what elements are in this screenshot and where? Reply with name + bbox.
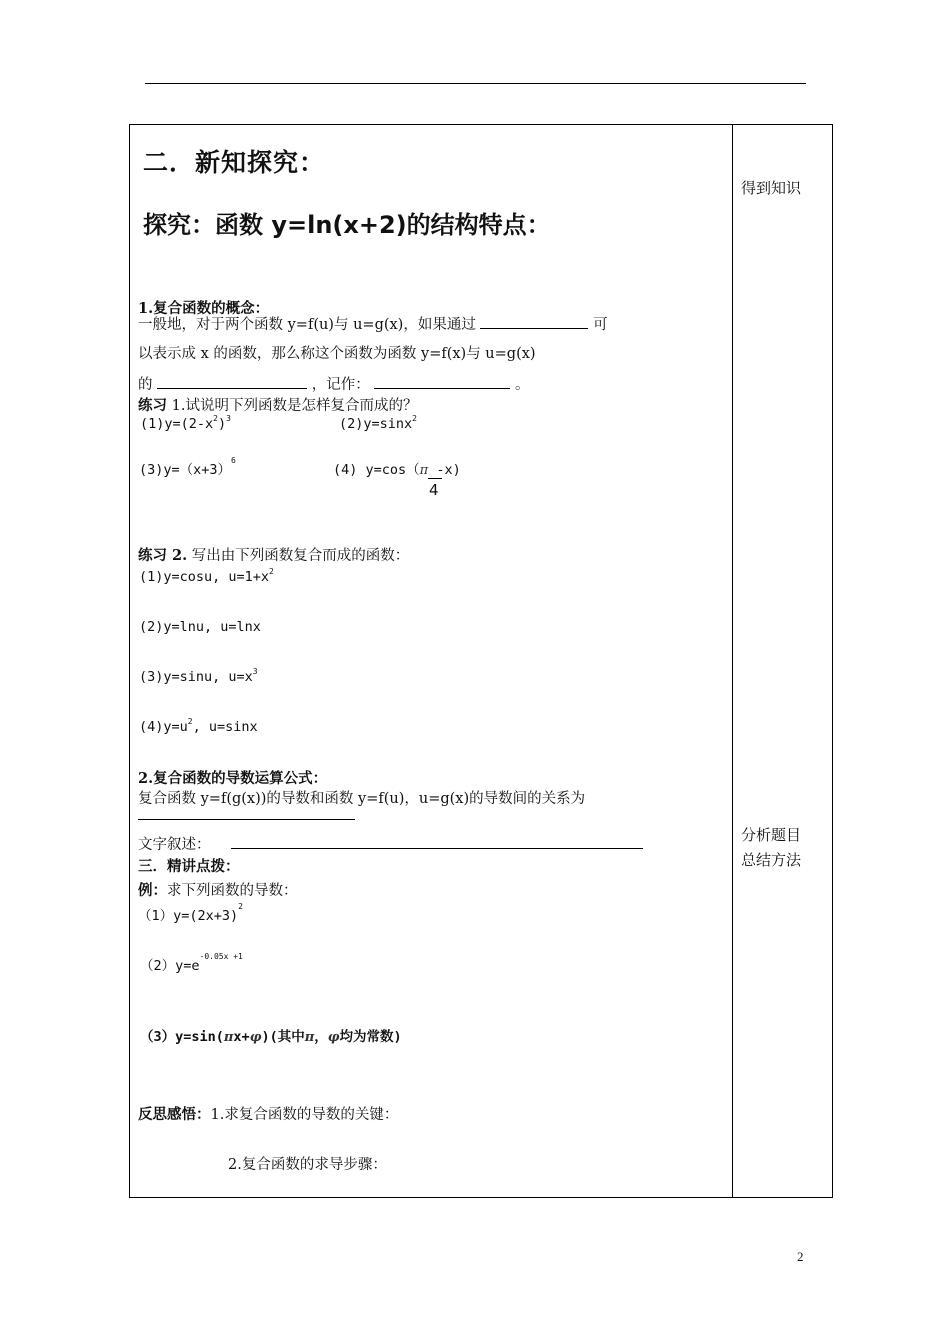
q2-exp: 2 — [412, 414, 417, 423]
section-3-title: 三．精讲点拨： — [138, 858, 240, 875]
example-label: 例： — [138, 882, 167, 899]
sidebar-note-method — [741, 823, 801, 873]
answer-blank[interactable] — [480, 316, 588, 329]
fraction-bar — [428, 478, 442, 479]
pi-symbol: π — [419, 463, 429, 478]
e3-text-5: 均为常数) — [339, 1029, 402, 1045]
example-prompt — [138, 879, 298, 900]
concept-line-3-end: 。 — [514, 377, 530, 393]
formula-title: 2.复合函数的导数运算公式： — [138, 770, 328, 787]
example-3 — [140, 1025, 402, 1045]
answer-blank[interactable] — [231, 848, 643, 849]
sidebar-note-knowledge: 得到知识 — [741, 179, 802, 197]
practice-2-prompt — [138, 544, 409, 565]
reflection-item-2: 2.复合函数的求导步骤： — [228, 1157, 387, 1173]
e1-exp: 2 — [238, 902, 243, 911]
p2-q4-exp: 2 — [187, 717, 193, 726]
concept-title: 1.复合函数的概念： — [138, 300, 270, 317]
practice-2-q1 — [139, 569, 274, 585]
reflection-label: 反思感悟： — [138, 1106, 211, 1123]
wording-label: 文字叙述： — [138, 837, 211, 853]
explore-heading — [143, 205, 551, 240]
q1-exp-2: 3 — [226, 414, 231, 423]
practice-1-q4 — [333, 458, 461, 478]
pi-symbol: π — [304, 1030, 315, 1045]
concept-line-1-end: 可 — [593, 317, 608, 333]
sidebar-note-line-1: 分析题目 — [741, 826, 802, 844]
e2-text: （2）y=e — [140, 958, 200, 974]
p2-q1-exp: 2 — [269, 567, 274, 576]
example-2 — [140, 954, 243, 974]
answer-blank[interactable] — [374, 376, 510, 389]
e3-text: （3）y=sin( — [140, 1029, 224, 1045]
q1-exp: 2 — [213, 414, 218, 423]
formula-line-1: 复合函数 y=f(g(x))的导数和函数 y=f(u)，u=g(x)的导数间的关系为 — [138, 791, 586, 807]
p2-q3-text: (3)y=sinu, u=x — [139, 669, 253, 685]
answer-blank[interactable] — [138, 819, 355, 820]
reflection-item-1 — [138, 1103, 398, 1124]
practice-1-q1 — [140, 416, 231, 432]
fraction-denominator: 4 — [429, 481, 439, 499]
q3-exp: 6 — [231, 456, 236, 465]
concept-line-1 — [138, 313, 608, 334]
practice-label: 练习 2. — [138, 547, 188, 564]
e3-text-3: )(其中 — [261, 1029, 305, 1045]
practice-1-q2 — [339, 416, 417, 432]
reflection-text-1: 1.求复合函数的导数的关键： — [210, 1107, 399, 1123]
column-divider — [732, 124, 733, 1198]
practice-1-prompt — [138, 394, 417, 415]
p2-q1-text: (1)y=cosu, u=1+x — [139, 569, 270, 585]
practice-2-q2: (2)y=lnu, u=lnx — [139, 619, 261, 635]
phi-symbol: φ — [327, 1030, 340, 1045]
practice-label: 练习 — [138, 397, 167, 414]
practice-2-text: 写出由下列函数复合而成的函数： — [191, 548, 410, 564]
pi-symbol: π — [223, 1030, 234, 1045]
concept-line-3 — [138, 373, 529, 394]
e2-exp: -0.05x +1 — [199, 952, 243, 961]
q1-close: ) — [217, 416, 227, 432]
q1-text: (1)y=(2-x — [140, 416, 214, 432]
concept-line-3-mid: ，记作： — [311, 377, 370, 393]
practice-1-text: 1.试说明下列函数是怎样复合而成的？ — [171, 398, 418, 414]
example-text: 求下列函数的导数： — [167, 883, 298, 899]
concept-line-1-text: 一般地，对于两个函数 y=f(u)与 u=g(x)，如果通过 — [138, 317, 476, 333]
p2-q4-text-end: , u=sinx — [192, 719, 258, 735]
explore-heading-text: 探究：函数 y=ln(x+2)的结构特点： — [143, 211, 551, 239]
answer-blank[interactable] — [157, 376, 307, 389]
e3-text-4: ， — [314, 1029, 328, 1045]
section-heading: 二．新知探究： — [143, 148, 326, 177]
practice-2-q4 — [139, 719, 258, 735]
q3-text: (3)y=（x+3） — [139, 462, 232, 478]
concept-line-2: 以表示成 x 的函数，那么称这个函数为函数 y=f(x)与 u=g(x) — [138, 346, 536, 362]
q2-text: (2)y=sinx — [339, 416, 413, 432]
phi-symbol: φ — [249, 1030, 262, 1045]
p2-q4-text: (4)y=u — [139, 719, 188, 735]
header-rule — [145, 83, 806, 84]
e1-text: （1）y=(2x+3) — [138, 908, 239, 924]
practice-2-q3 — [139, 669, 258, 685]
p2-q3-exp: 3 — [252, 667, 258, 676]
sidebar-note-line-2: 总结方法 — [741, 851, 802, 869]
concept-line-3-text: 的 — [138, 377, 153, 393]
practice-1-q3 — [139, 458, 236, 478]
e3-text-2: x+ — [233, 1029, 250, 1045]
page-number: 2 — [797, 1249, 804, 1264]
example-1 — [138, 904, 243, 924]
formula-wording — [138, 833, 211, 854]
q4-text-end: -x) — [428, 462, 461, 478]
q4-text: (4) y=cos（ — [333, 462, 420, 478]
